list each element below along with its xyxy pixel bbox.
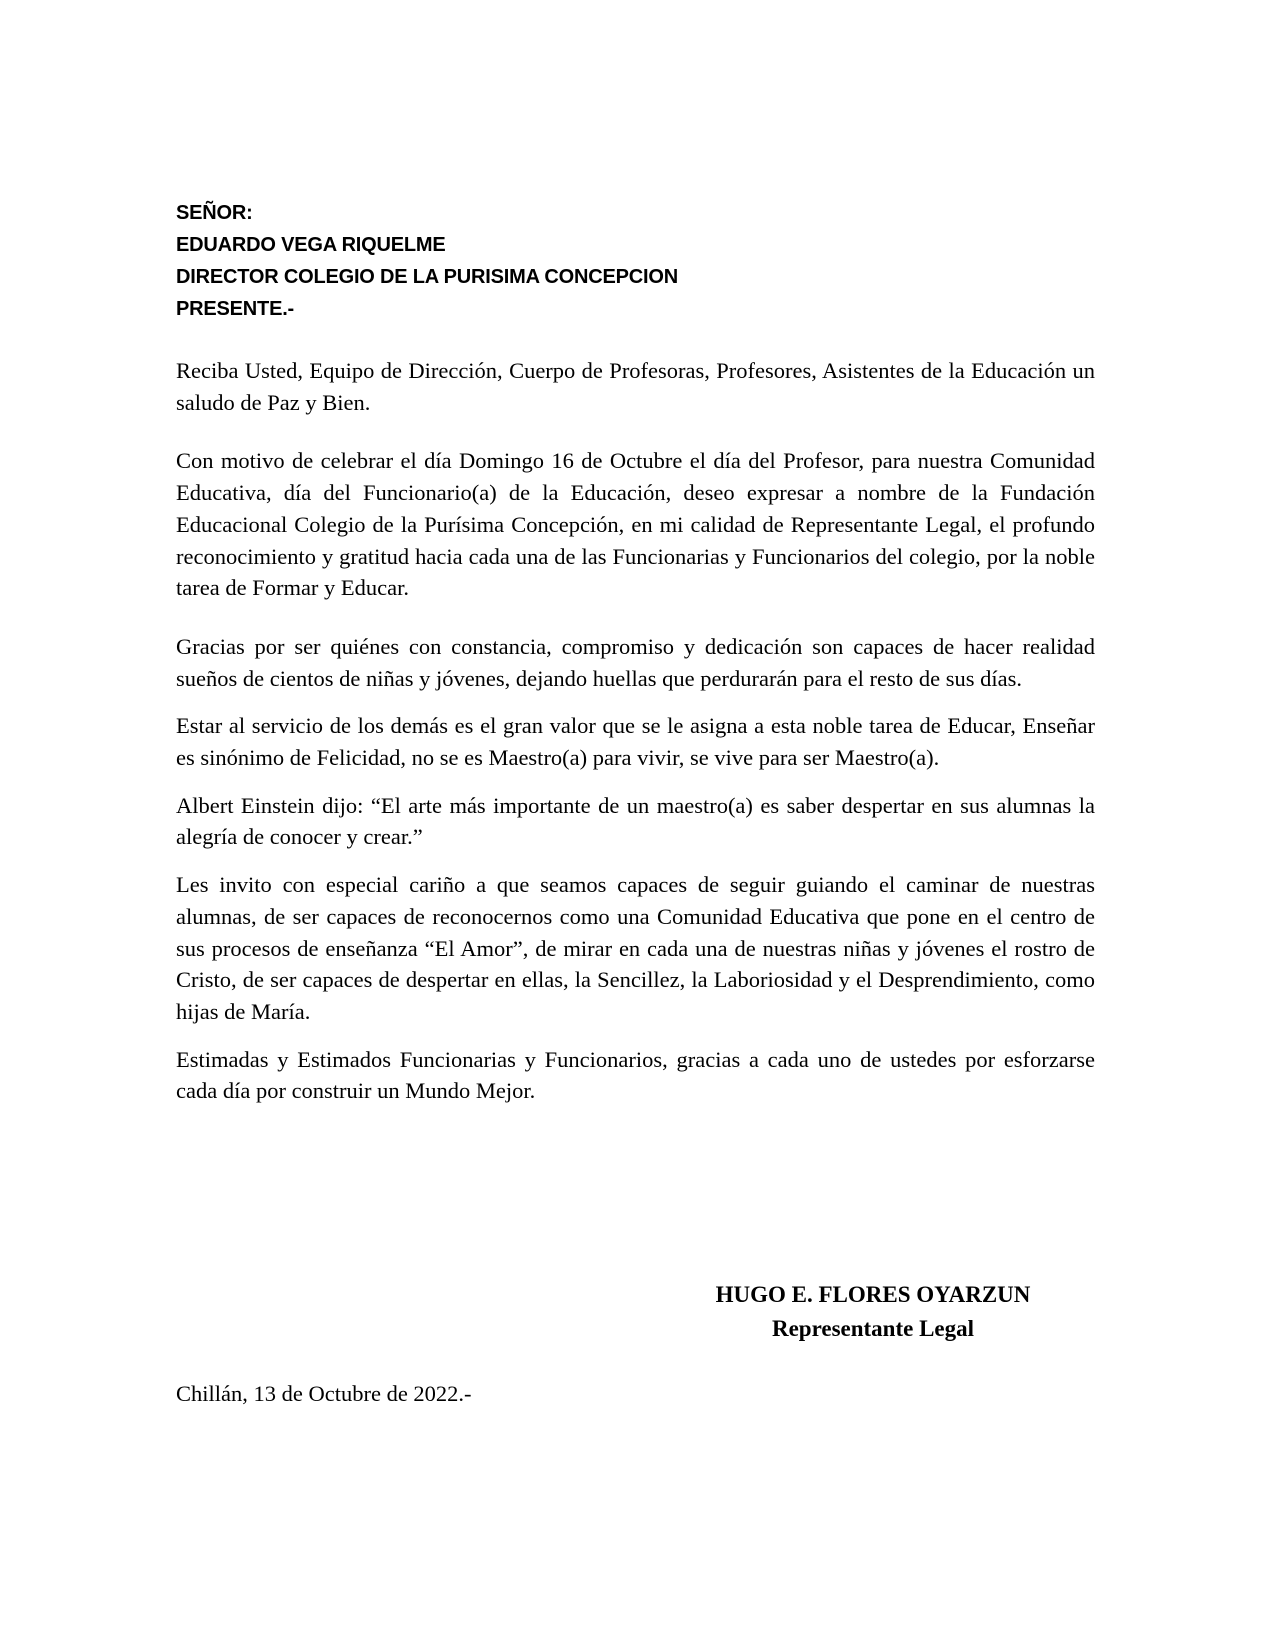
recipient-name: EDUARDO VEGA RIQUELME — [176, 234, 446, 256]
recipient-block — [176, 197, 678, 325]
recipient-salutation: SEÑOR: — [176, 202, 253, 224]
recipient-closing: PRESENTE.- — [176, 298, 295, 320]
recipient-position: DIRECTOR COLEGIO DE LA PURISIMA CONCEPCION — [176, 266, 679, 288]
letter-body — [176, 355, 1095, 1107]
signer-title: Representante Legal — [771, 1316, 975, 1341]
paragraph-einstein-quote: Albert Einstein dijo: “El arte más importante de un maestro(a) es saber despertar en sus alumnas la alegría de conocer y crear.” — [176, 792, 1095, 850]
date-line: Chillán, 13 de Octubre de 2022.- — [176, 1381, 472, 1406]
paragraph-gracias: Gracias por ser quiénes con constancia, compromiso y dedicación son capaces de hacer realidad sueños de cientos de niñas y jóvenes, dejando huellas que perdurarán para el resto de sus días. — [176, 633, 1095, 691]
paragraph-motivo: Con motivo de celebrar el día Domingo 16 de Octubre el día del Profesor, para nuestra Comunidad Educativa, día del Funcionario(a) de la Educación, deseo expresar a nombre de la Fundación Educacional Colegio de la Purísima Concepción, en mi calidad de Representante Legal, el profundo reconocimiento y gratitud hacia cada una de las Funcionarias y Funcionarios del colegio, por la noble tarea de Formar y Educar. — [176, 448, 1095, 601]
paragraph-invitacion: Les invito con especial cariño a que seamos capaces de seguir guiando el caminar de nuestras alumnas, de ser capaces de reconocernos como una Comunidad Educativa que pone en el centro de sus procesos de enseñanza “El Amor”, de mirar en cada una de nuestras niñas y jóvenes el rostro de Cristo, de ser capaces de despertar en ellas, la Sencillez, la Laboriosidad y el Desprendimiento, como hijas de María. — [176, 872, 1095, 1024]
signer-name: HUGO E. FLORES OYARZUN — [715, 1282, 1031, 1307]
paragraph-agradecimiento: Estimadas y Estimados Funcionarias y Funcionarios, gracias a cada uno de ustedes por esforzarse cada día por construir un Mundo Mejor. — [176, 1046, 1095, 1104]
paragraph-greeting: Reciba Usted, Equipo de Dirección, Cuerpo de Profesoras, Profesores, Asistentes de la Educación un saludo de Paz y Bien. — [176, 358, 1095, 415]
signature-block — [700, 1278, 1046, 1346]
paragraph-servicio: Estar al servicio de los demás es el gran valor que se le asigna a esta noble tarea de Educar, Enseñar es sinónimo de Felicidad, no se es Maestro(a) para vivir, se vive para ser Maestro(a). — [176, 713, 1095, 771]
